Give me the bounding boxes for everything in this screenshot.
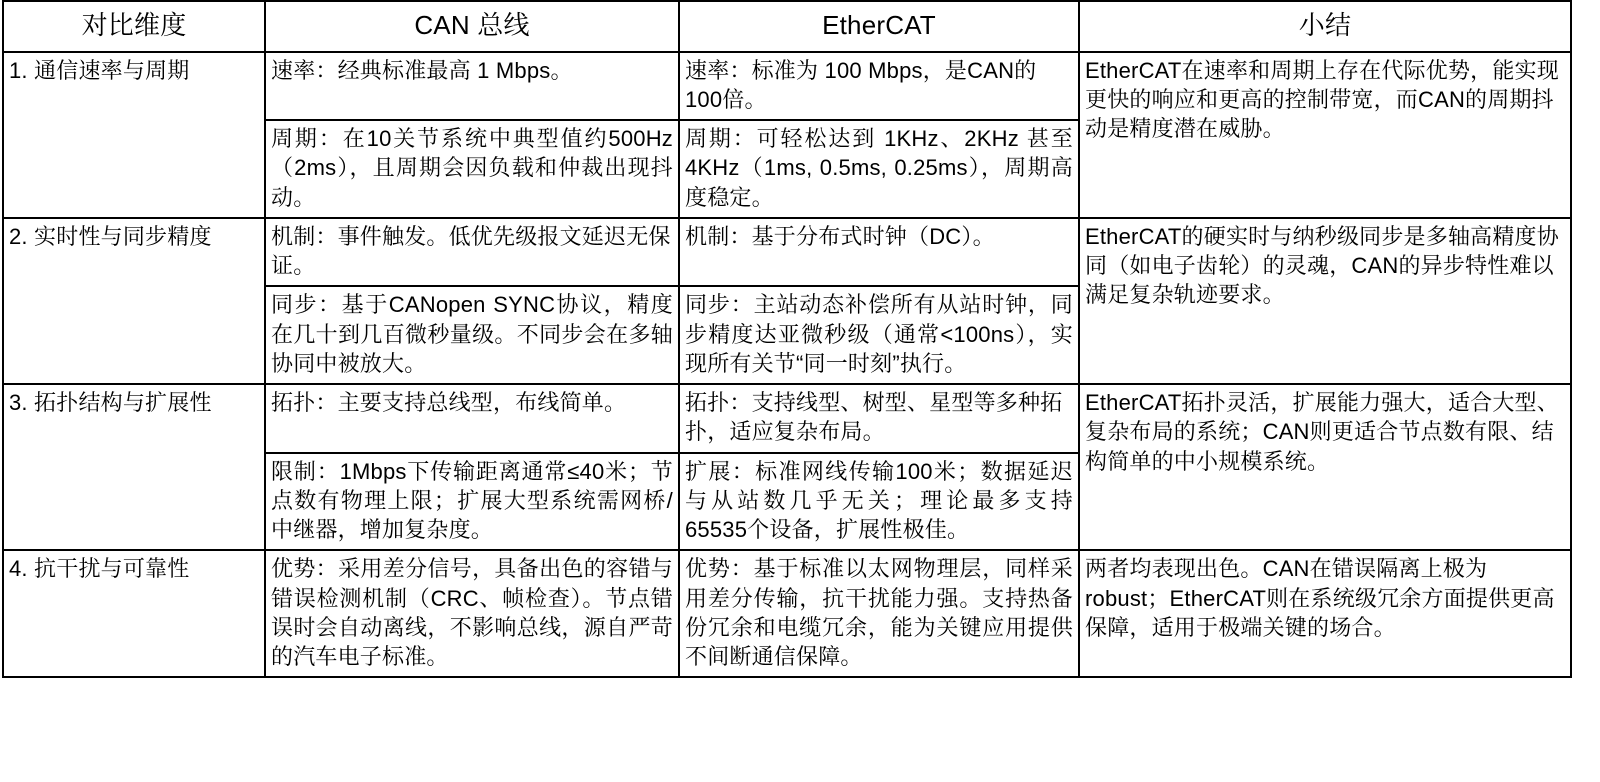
cell-ethercat-1b: 周期：可轻松达到 1KHz、2KHz 甚至4KHz（1ms, 0.5ms, 0.25ms），周期高度稳定。 [679,120,1079,218]
table-header [3,1,1571,52]
comparison-table [2,0,1572,678]
cell-can-1b: 周期：在10关节系统中典型值约500Hz（2ms），且周期会因负载和仲裁出现抖动。 [265,120,679,218]
cell-can-1a: 速率：经典标准最高 1 Mbps。 [265,52,679,121]
cell-ethercat-3b: 扩展：标准网线传输100米；数据延迟与从站数几乎无关；理论最多支持65535个设备，扩展性极佳。 [679,453,1079,551]
cell-can-2a: 机制：事件触发。低优先级报文延迟无保证。 [265,218,679,287]
cell-ethercat-3a: 拓扑：支持线型、树型、星型等多种拓扑，适应复杂布局。 [679,384,1079,453]
column-header-can: CAN 总线 [265,1,679,52]
cell-can-4: 优势：采用差分信号，具备出色的容错与错误检测机制（CRC、帧检查）。节点错误时会自动离线，不影响总线，源自严苛的汽车电子标准。 [265,550,679,677]
table-row [3,52,1571,121]
cell-ethercat-2a: 机制：基于分布式时钟（DC）。 [679,218,1079,287]
table-header-row [3,1,1571,52]
column-header-dimension: 对比维度 [3,1,265,52]
cell-can-3a: 拓扑：主要支持总线型，布线简单。 [265,384,679,453]
table-body [3,52,1571,678]
cell-summary-1: EtherCAT在速率和周期上存在代际优势，能实现更快的响应和更高的控制带宽，而CAN的周期抖动是精度潜在威胁。 [1079,52,1571,218]
cell-summary-3: EtherCAT拓扑灵活，扩展能力强大，适合大型、复杂布局的系统；CAN则更适合节点数有限、结构简单的中小规模系统。 [1079,384,1571,550]
comparison-table-sheet [2,0,1570,678]
column-header-ethercat: EtherCAT [679,1,1079,52]
row-dimension-4: 4. 抗干扰与可靠性 [3,550,265,677]
cell-summary-2: EtherCAT的硬实时与纳秒级同步是多轴高精度协同（如电子齿轮）的灵魂，CAN的异步特性难以满足复杂轨迹要求。 [1079,218,1571,384]
column-header-summary: 小结 [1079,1,1571,52]
cell-can-2b: 同步：基于CANopen SYNC协议，精度在几十到几百微秒量级。不同步会在多轴协同中被放大。 [265,286,679,384]
cell-can-3b: 限制：1Mbps下传输距离通常≤40米；节点数有物理上限；扩展大型系统需网桥/中继器，增加复杂度。 [265,453,679,551]
cell-summary-4: 两者均表现出色。CAN在错误隔离上极为robust；EtherCAT则在系统级冗余方面提供更高保障，适用于极端关键的场合。 [1079,550,1571,677]
table-row [3,384,1571,453]
cell-ethercat-4: 优势：基于标准以太网物理层，同样采用差分传输，抗干扰能力强。支持热备份冗余和电缆冗余，能为关键应用提供不间断通信保障。 [679,550,1079,677]
row-dimension-2: 2. 实时性与同步精度 [3,218,265,384]
table-row [3,218,1571,287]
row-dimension-1: 1. 通信速率与周期 [3,52,265,218]
cell-ethercat-1a: 速率：标准为 100 Mbps，是CAN的100倍。 [679,52,1079,121]
cell-ethercat-2b: 同步：主站动态补偿所有从站时钟，同步精度达亚微秒级（通常<100ns），实现所有关节“同一时刻”执行。 [679,286,1079,384]
table-row [3,550,1571,677]
row-dimension-3: 3. 拓扑结构与扩展性 [3,384,265,550]
